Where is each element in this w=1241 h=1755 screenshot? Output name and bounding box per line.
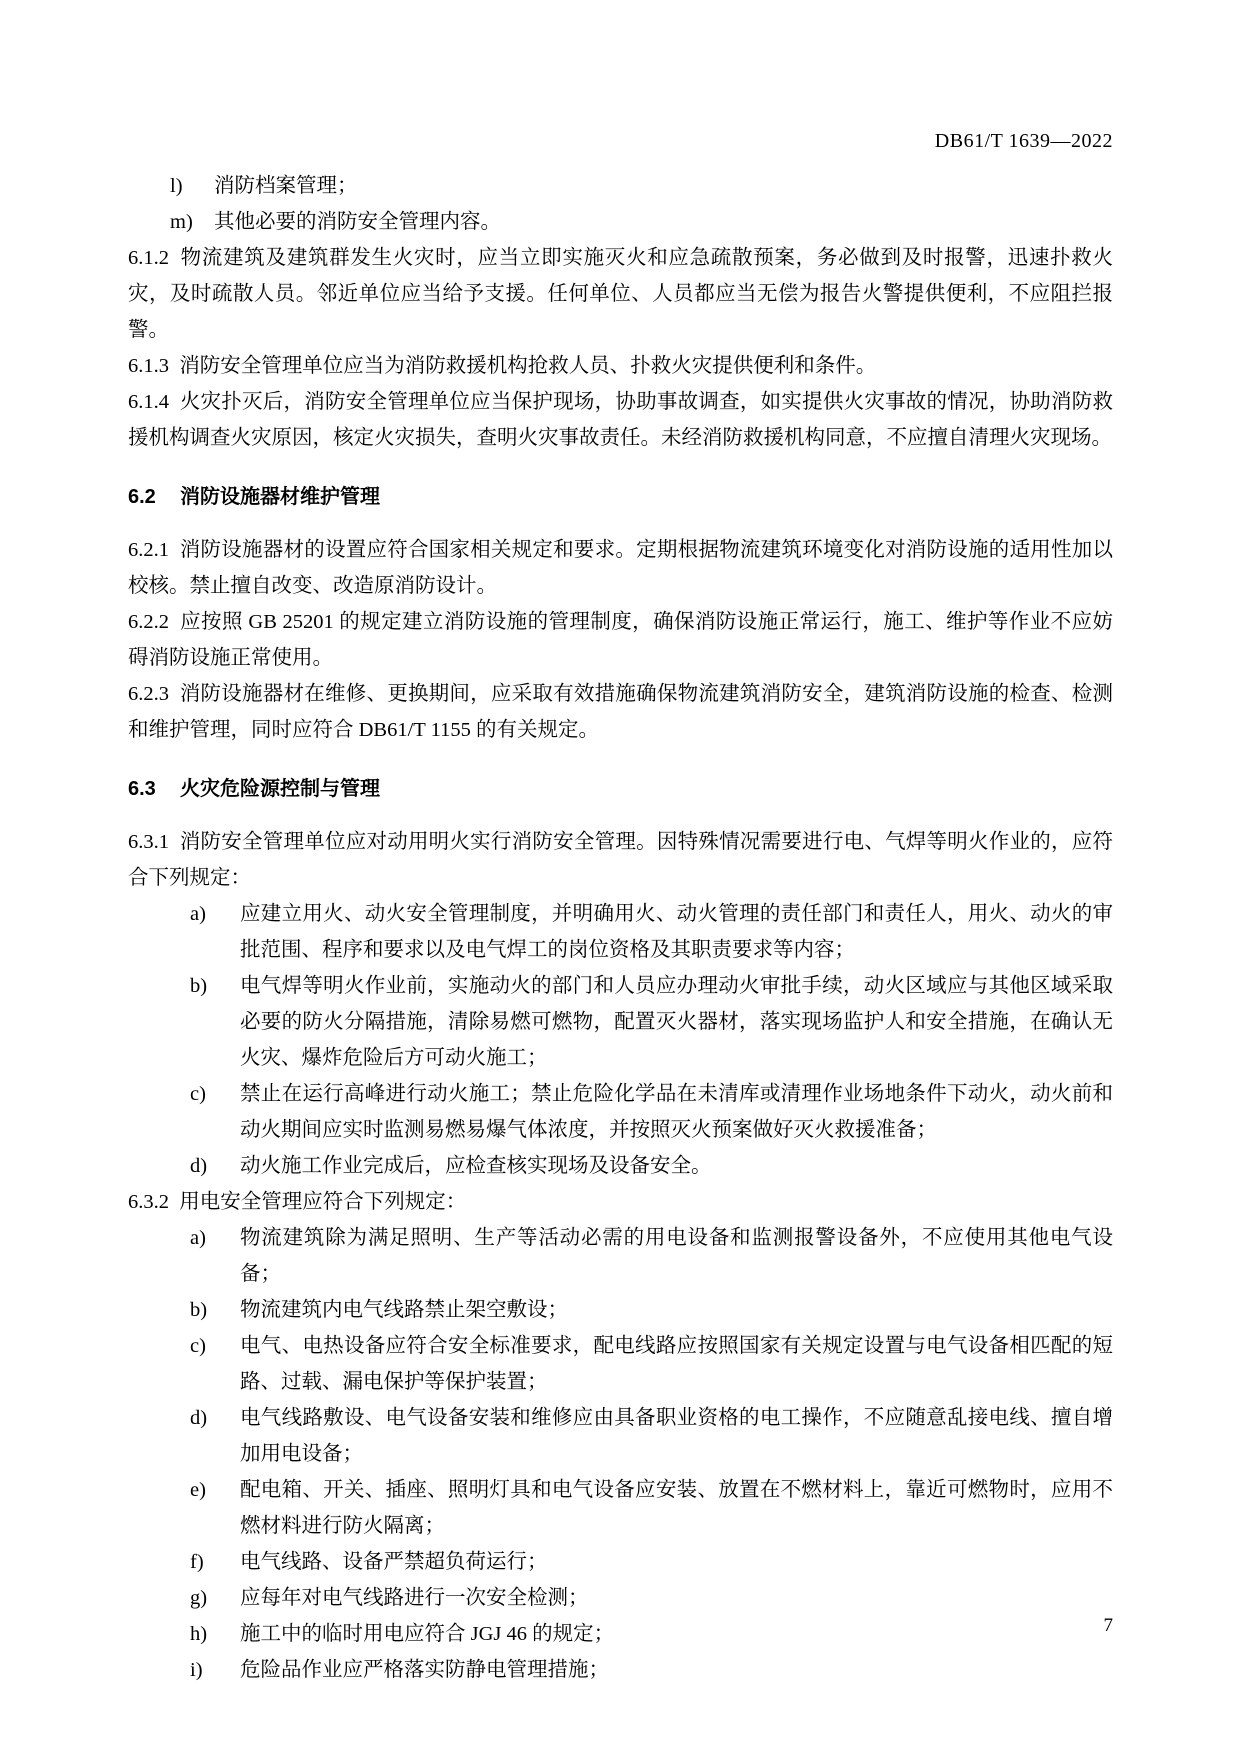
- clause-6-1-2: [128, 240, 1113, 348]
- clause-number: 6.2.3: [128, 683, 169, 705]
- clause-number: 6.2.1: [128, 539, 169, 561]
- clause-number: 6.1.3: [128, 355, 169, 377]
- clause-6-1-3: [128, 348, 1113, 384]
- clause-text: 火灾扑灭后，消防安全管理单位应当保护现场，协助事故调查，如实提供火灾事故的情况，协助消防救援机构调查火灾原因，核定火灾损失，查明火灾事故责任。未经消防救援机构同意，不应擅自清理火灾现场。: [128, 391, 1114, 449]
- list-item: [128, 968, 1113, 1076]
- list-item-text: 其他必要的消防安全管理内容。: [214, 211, 501, 233]
- list-item-text: 禁止在运行高峰进行动火施工；禁止危险化学品在未清库或清理作业场地条件下动火，动火前和动火期间应实时监测易燃易爆气体浓度，并按照灭火预案做好灭火救援准备；: [240, 1083, 1113, 1141]
- list-item-text: 施工中的临时用电应符合 JGJ 46 的规定；: [240, 1623, 615, 1645]
- section-heading-6-2: [128, 482, 1113, 512]
- section-title: 火灾危险源控制与管理: [180, 778, 380, 800]
- list-item-text: 电气、电热设备应符合安全标准要求，配电线路应按照国家有关规定设置与电气设备相匹配的短路、过载、漏电保护等保护装置；: [240, 1335, 1113, 1393]
- top-continued-list: [128, 168, 1113, 240]
- list-item-text: 物流建筑内电气线路禁止架空敷设；: [240, 1299, 568, 1321]
- list-item: [128, 1148, 1113, 1184]
- list-marker: m): [170, 211, 193, 233]
- list-marker: h): [190, 1623, 208, 1645]
- list-item: [128, 1292, 1113, 1328]
- list-item: [128, 1220, 1113, 1292]
- list-marker: b): [190, 975, 208, 997]
- clause-6-3-1-list: [128, 896, 1113, 1184]
- clause-text: 消防设施器材的设置应符合国家相关规定和要求。定期根据物流建筑环境变化对消防设施的适用性加以校核。禁止擅自改变、改造原消防设计。: [128, 539, 1114, 597]
- list-marker: l): [170, 175, 183, 197]
- list-item-text: 消防档案管理；: [214, 175, 358, 197]
- list-marker: d): [190, 1407, 208, 1429]
- clause-6-3-1: [128, 824, 1113, 896]
- clause-6-2-2: [128, 604, 1113, 676]
- list-item: [128, 896, 1113, 968]
- list-marker: f): [190, 1551, 204, 1573]
- list-marker: i): [190, 1659, 203, 1681]
- section-number: 6.3: [128, 778, 156, 800]
- list-marker: e): [190, 1479, 206, 1501]
- clause-6-3-2: [128, 1184, 1113, 1220]
- list-item: [128, 1580, 1113, 1616]
- clause-number: 6.3.2: [128, 1191, 169, 1213]
- list-item: [128, 1076, 1113, 1148]
- clause-text: 消防设施器材在维修、更换期间，应采取有效措施确保物流建筑消防安全，建筑消防设施的检查、检测和维护管理，同时应符合 DB61/T 1155 的有关规定。: [128, 683, 1114, 741]
- list-marker: c): [190, 1335, 206, 1357]
- list-item: [128, 1652, 1113, 1688]
- clause-text: 物流建筑及建筑群发生火灾时，应当立即实施灭火和应急疏散预案，务必做到及时报警，迅速扑救火灾，及时疏散人员。邻近单位应当给予支援。任何单位、人员都应当无偿为报告火警提供便利，不应阻拦报警。: [128, 247, 1114, 341]
- list-item: [128, 1400, 1113, 1472]
- list-marker: d): [190, 1155, 208, 1177]
- list-item-text: 动火施工作业完成后，应检查核实现场及设备安全。: [240, 1155, 712, 1177]
- section-heading-6-3: [128, 774, 1113, 804]
- clause-6-2-1: [128, 532, 1113, 604]
- clause-text: 应按照 GB 25201 的规定建立消防设施的管理制度，确保消防设施正常运行，施工、维护等作业不应妨碍消防设施正常使用。: [128, 611, 1114, 669]
- clause-text: 消防安全管理单位应对动用明火实行消防安全管理。因特殊情况需要进行电、气焊等明火作业的，应符合下列规定：: [128, 831, 1114, 889]
- clause-number: 6.3.1: [128, 831, 169, 853]
- clause-number: 6.1.2: [128, 247, 169, 269]
- list-item: [128, 1616, 1113, 1652]
- list-item-text: 危险品作业应严格落实防静电管理措施；: [240, 1659, 609, 1681]
- list-item-text: 电气焊等明火作业前，实施动火的部门和人员应办理动火审批手续，动火区域应与其他区域采取必要的防火分隔措施，清除易燃可燃物，配置灭火器材，落实现场监护人和安全措施，在确认无火灾、爆炸危险后方可动火施工；: [240, 975, 1113, 1069]
- clause-text: 用电安全管理应符合下列规定：: [179, 1191, 467, 1213]
- list-item: [128, 168, 1113, 204]
- list-marker: g): [190, 1587, 208, 1609]
- list-item-text: 电气线路、设备严禁超负荷运行；: [240, 1551, 548, 1573]
- list-marker: a): [190, 903, 206, 925]
- list-marker: a): [190, 1227, 206, 1249]
- clause-number: 6.2.2: [128, 611, 169, 633]
- list-marker: b): [190, 1299, 208, 1321]
- clause-6-3-2-list: [128, 1220, 1113, 1688]
- page-header: DB61/T 1639—2022: [934, 130, 1113, 152]
- section-number: 6.2: [128, 486, 156, 508]
- clause-6-1-4: [128, 384, 1113, 456]
- page-content: [128, 168, 1113, 1688]
- clause-number: 6.1.4: [128, 391, 169, 413]
- list-item: [128, 204, 1113, 240]
- list-item-text: 电气线路敷设、电气设备安装和维修应由具备职业资格的电工操作，不应随意乱接电线、擅自增加用电设备；: [240, 1407, 1113, 1465]
- page-number: 7: [1103, 1615, 1113, 1636]
- list-item: [128, 1544, 1113, 1580]
- clause-text: 消防安全管理单位应当为消防救援机构抢救人员、扑救火灾提供便利和条件。: [179, 355, 877, 377]
- clause-6-2-3: [128, 676, 1113, 748]
- list-item: [128, 1472, 1113, 1544]
- section-title: 消防设施器材维护管理: [180, 486, 380, 508]
- list-marker: c): [190, 1083, 206, 1105]
- list-item-text: 应每年对电气线路进行一次安全检测；: [240, 1587, 589, 1609]
- list-item: [128, 1328, 1113, 1400]
- list-item-text: 应建立用火、动火安全管理制度，并明确用火、动火管理的责任部门和责任人，用火、动火的审批范围、程序和要求以及电气焊工的岗位资格及其职责要求等内容；: [240, 903, 1113, 961]
- list-item-text: 物流建筑除为满足照明、生产等活动必需的用电设备和监测报警设备外，不应使用其他电气设备；: [240, 1227, 1113, 1285]
- list-item-text: 配电箱、开关、插座、照明灯具和电气设备应安装、放置在不燃材料上，靠近可燃物时，应用不燃材料进行防火隔离；: [240, 1479, 1113, 1537]
